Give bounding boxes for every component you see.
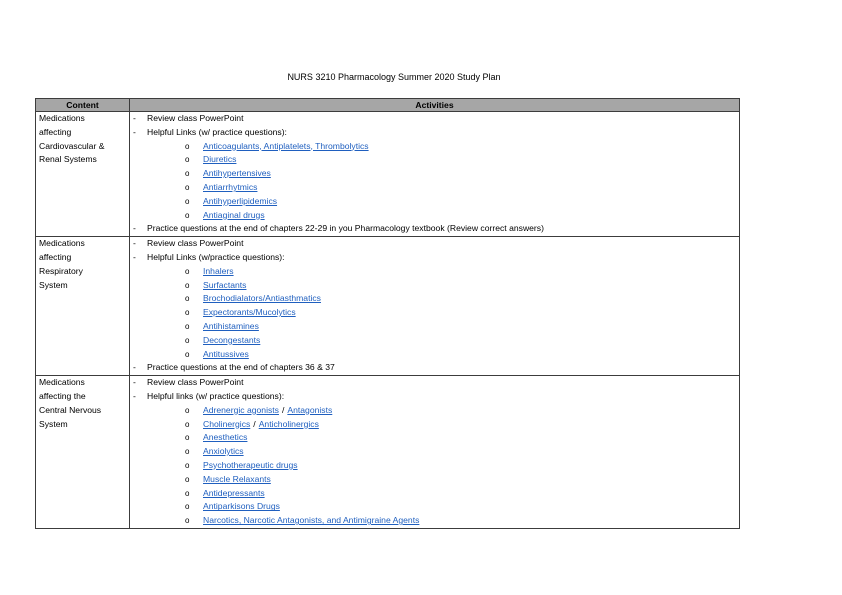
resource-link[interactable]: Antiarrhytmics (203, 181, 258, 192)
dash-marker: - (133, 390, 136, 401)
helpful-links-item (133, 126, 736, 140)
content-line: System (39, 279, 68, 290)
bullet-icon: o (185, 419, 190, 429)
study-plan-table (35, 98, 740, 529)
resource-link[interactable]: Surfactants (203, 279, 247, 290)
bullet-icon: o (185, 155, 190, 165)
link-list-item (133, 265, 736, 279)
slash-separator: / (281, 404, 285, 415)
link-list-item (133, 153, 736, 167)
resource-link[interactable]: Muscle Relaxants (203, 473, 271, 484)
bullet-icon: o (185, 266, 190, 276)
review-item (133, 237, 736, 251)
helpful-links-item-text: Helpful links (w/ practice questions): (147, 390, 285, 401)
content-line: Cardiovascular & (39, 140, 105, 151)
content-line: Medications (39, 377, 85, 388)
dash-marker: - (133, 251, 136, 262)
activities-cell (130, 237, 740, 376)
bullet-icon: o (185, 141, 190, 151)
link-list-item (133, 459, 736, 473)
resource-link[interactable]: Diuretics (203, 154, 237, 165)
activities-cell (130, 376, 740, 529)
review-item (133, 376, 736, 390)
bullet-icon: o (185, 335, 190, 345)
practice-item (133, 361, 736, 375)
bullet-icon: o (185, 474, 190, 484)
resource-link[interactable]: Cholinergics (203, 418, 251, 429)
link-list-item (133, 473, 736, 487)
link-list-item (133, 279, 736, 293)
content-cell (36, 112, 130, 237)
content-line: affecting the (39, 390, 86, 401)
table-row (36, 376, 740, 529)
resource-link[interactable]: Antidepressants (203, 487, 265, 498)
helpful-links-item-text: Helpful Links (w/practice questions): (147, 251, 285, 262)
resource-link[interactable]: Antihyperlipidemics (203, 195, 278, 206)
dash-marker: - (133, 377, 136, 388)
bullet-icon: o (185, 502, 190, 512)
document-title: NURS 3210 Pharmacology Summer 2020 Study Plan (287, 72, 501, 82)
resource-link[interactable]: Expectorants/Mucolytics (203, 307, 296, 318)
content-line: Renal Systems (39, 154, 97, 165)
link-list-item (133, 404, 736, 418)
content-line: Medications (39, 238, 85, 249)
link-list-item (133, 445, 736, 459)
slash-separator: / (253, 418, 256, 429)
resource-link[interactable]: Inhalers (203, 265, 234, 276)
link-list-item (133, 514, 736, 528)
link-list-item (133, 500, 736, 514)
resource-link[interactable]: Anesthetics (203, 432, 248, 443)
link-list-item (133, 348, 736, 362)
dash-marker: - (133, 238, 136, 249)
helpful-links-item-text: Helpful Links (w/ practice questions): (147, 126, 287, 137)
dash-marker: - (133, 362, 136, 373)
review-item-text: Review class PowerPoint (147, 377, 244, 388)
content-line: Respiratory (39, 265, 83, 276)
bullet-icon: o (185, 321, 190, 331)
table-header-row (36, 99, 740, 112)
dash-marker: - (133, 126, 136, 137)
resource-link[interactable]: Antagonists (287, 404, 333, 415)
table-body (36, 112, 740, 529)
bullet-icon: o (185, 196, 190, 206)
bullet-icon: o (185, 488, 190, 498)
table-row (36, 112, 740, 237)
content-line: Central Nervous (39, 404, 102, 415)
activities-cell (130, 112, 740, 237)
resource-link[interactable]: Antitussives (203, 348, 249, 359)
review-item-text: Review class PowerPoint (147, 113, 244, 123)
helpful-links-item (133, 251, 736, 265)
link-list-item (133, 140, 736, 154)
resource-link[interactable]: Narcotics, Narcotic Antagonists, and Antimigraine Agents (203, 515, 420, 526)
content-line: affecting (39, 251, 72, 262)
link-list-item (133, 181, 736, 195)
link-list-item (133, 431, 736, 445)
helpful-links-item (133, 390, 736, 404)
bullet-icon: o (185, 447, 190, 457)
bullet-icon: o (185, 460, 190, 470)
link-list-item (133, 167, 736, 181)
content-cell (36, 237, 130, 376)
dash-marker: - (133, 223, 136, 234)
link-list-item (133, 334, 736, 348)
bullet-icon: o (185, 405, 190, 415)
resource-link[interactable]: Psychotherapeutic drugs (203, 459, 298, 470)
bullet-icon: o (185, 433, 190, 443)
review-item (133, 112, 736, 126)
practice-item-text: Practice questions at the end of chapters 22-29 in you Pharmacology textbook (Review correct answers) (147, 223, 544, 234)
practice-item (133, 222, 736, 236)
resource-link[interactable]: Anticholinergics (258, 418, 319, 429)
link-list-item (133, 306, 736, 320)
bullet-icon: o (185, 294, 190, 304)
bullet-icon: o (185, 308, 190, 318)
resource-link[interactable]: Brochodialators/Antiasthmatics (203, 293, 321, 304)
link-list-item (133, 292, 736, 306)
bullet-icon: o (185, 280, 190, 290)
bullet-icon: o (185, 210, 190, 220)
resource-link[interactable]: Antihypertensives (203, 168, 271, 179)
review-item-text: Review class PowerPoint (147, 238, 244, 249)
bullet-icon: o (185, 169, 190, 179)
resource-link[interactable]: Antiaginal drugs (203, 209, 265, 220)
link-list-item (133, 487, 736, 501)
dash-marker: - (133, 113, 136, 123)
resource-link[interactable]: Adrenergic agonists (203, 404, 279, 415)
practice-item-text: Practice questions at the end of chapters 36 & 37 (147, 362, 335, 373)
resource-link[interactable]: Anxiolytics (203, 446, 244, 457)
resource-link[interactable]: Antiparkisons Drugs (203, 501, 280, 512)
bullet-icon: o (185, 182, 190, 192)
resource-link[interactable]: Decongestants (203, 334, 261, 345)
content-line: Medications (39, 113, 85, 123)
content-line: affecting (39, 126, 72, 137)
header-content: Content (36, 99, 130, 112)
content-line: System (39, 418, 68, 429)
link-list-item (133, 209, 736, 223)
content-cell (36, 376, 130, 529)
bullet-icon: o (185, 516, 190, 526)
resource-link[interactable]: Antihistamines (203, 320, 259, 331)
resource-link[interactable]: Anticoagulants, Antiplatelets, Thrombolytics (203, 140, 369, 151)
link-list-item (133, 195, 736, 209)
table-row (36, 237, 740, 376)
link-list-item (133, 320, 736, 334)
header-activities: Activities (130, 99, 740, 112)
link-list-item (133, 418, 736, 432)
bullet-icon: o (185, 349, 190, 359)
